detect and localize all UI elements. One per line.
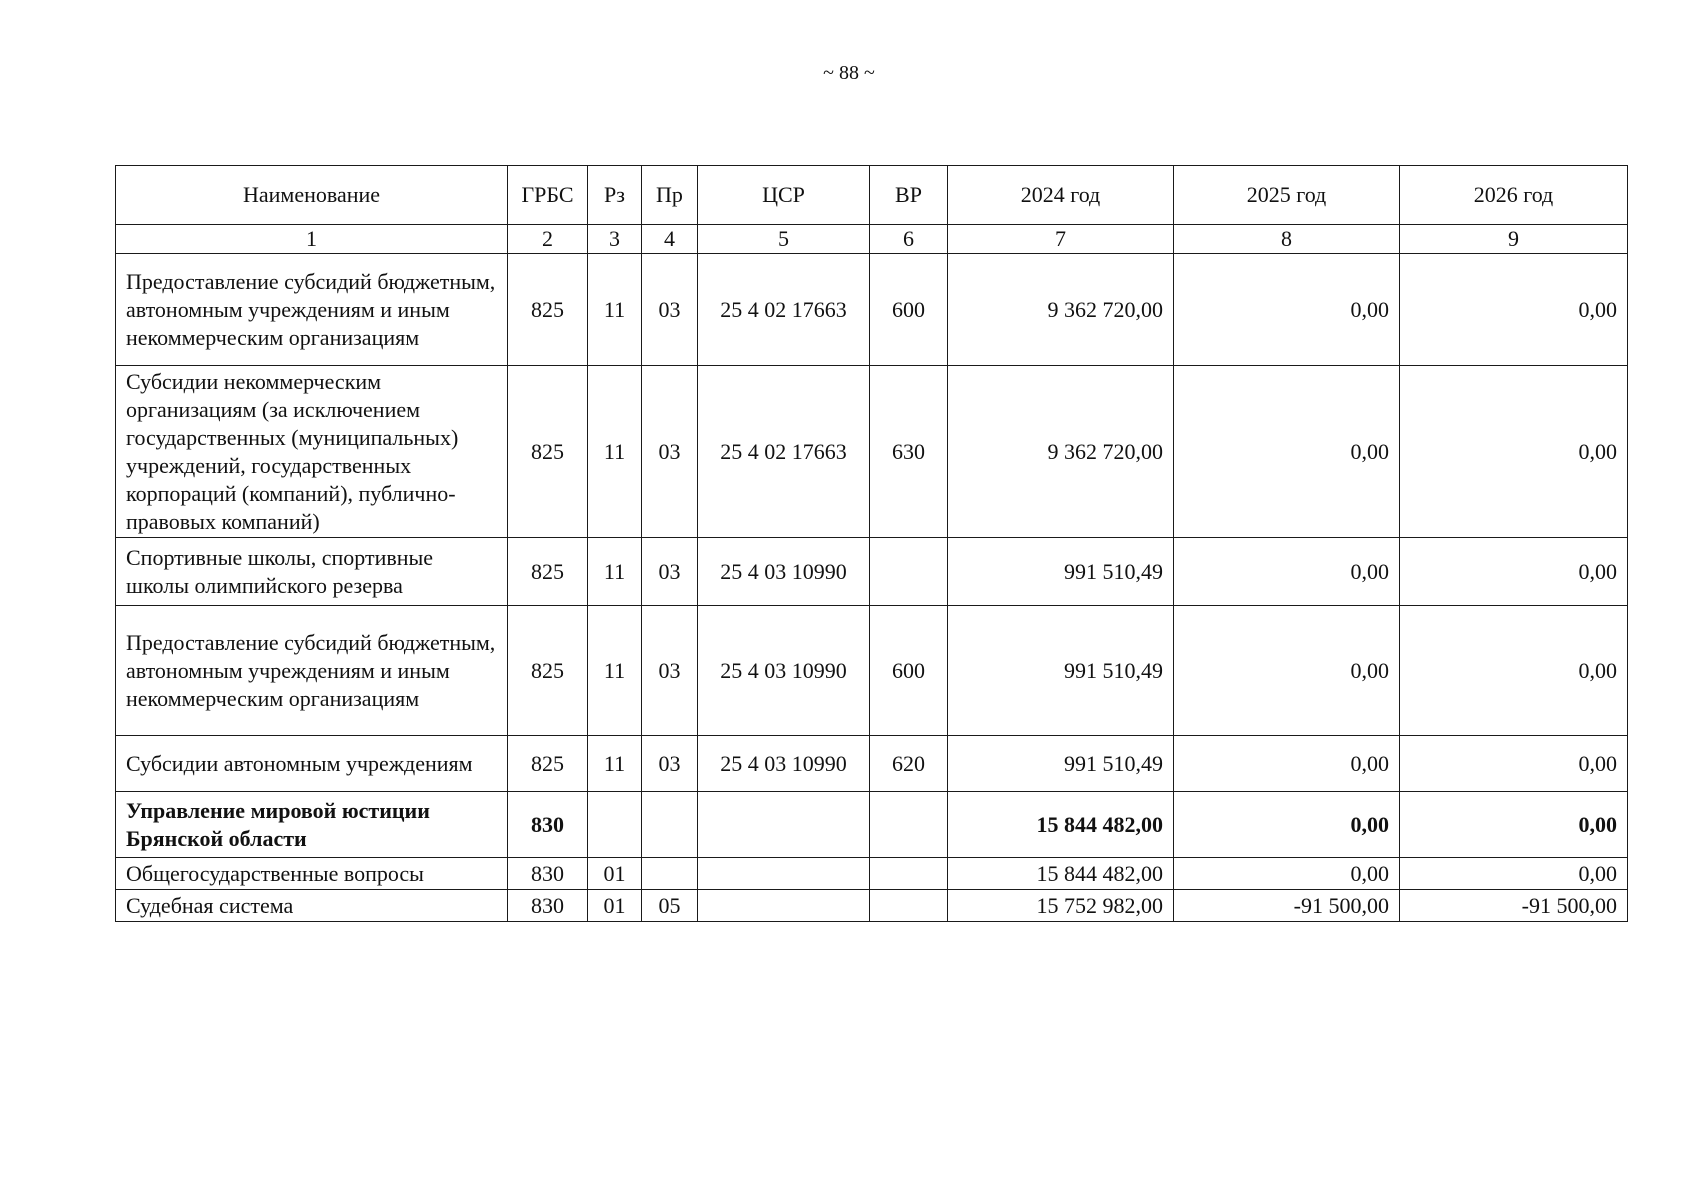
amount-2025-cell: 0,00 xyxy=(1174,366,1400,538)
grbs-cell: 830 xyxy=(508,858,588,890)
grbs-cell: 825 xyxy=(508,254,588,366)
vr-cell: 600 xyxy=(870,606,948,736)
csr-cell: 25 4 03 10990 xyxy=(698,606,870,736)
page-number: ~ 88 ~ xyxy=(823,62,875,84)
budget-table xyxy=(115,165,1628,922)
vr-cell: 600 xyxy=(870,254,948,366)
header-pr: Пр xyxy=(642,166,698,225)
pr-cell: 03 xyxy=(642,736,698,792)
amount-2024-cell: 991 510,49 xyxy=(948,538,1174,606)
column-number: 8 xyxy=(1174,225,1400,254)
amount-2024-cell: 15 844 482,00 xyxy=(948,858,1174,890)
vr-cell xyxy=(870,792,948,858)
amount-2026-cell: 0,00 xyxy=(1400,736,1628,792)
amount-2024-cell: 991 510,49 xyxy=(948,606,1174,736)
row-name-cell: Предоставление субсидий бюджетным, автономным учреждениям и иным некоммерческим организациям xyxy=(116,254,508,366)
table-row xyxy=(116,890,1628,922)
header-2025: 2025 год xyxy=(1174,166,1400,225)
column-number: 3 xyxy=(588,225,642,254)
amount-2024-cell: 991 510,49 xyxy=(948,736,1174,792)
amount-2026-cell: 0,00 xyxy=(1400,606,1628,736)
column-number: 4 xyxy=(642,225,698,254)
table-row xyxy=(116,366,1628,538)
column-number: 5 xyxy=(698,225,870,254)
csr-cell: 25 4 02 17663 xyxy=(698,366,870,538)
grbs-cell: 825 xyxy=(508,538,588,606)
column-number: 2 xyxy=(508,225,588,254)
header-grbs: ГРБС xyxy=(508,166,588,225)
rz-cell: 01 xyxy=(588,890,642,922)
table-row xyxy=(116,254,1628,366)
rz-cell: 11 xyxy=(588,254,642,366)
grbs-cell: 825 xyxy=(508,606,588,736)
amount-2025-cell: 0,00 xyxy=(1174,606,1400,736)
table-row xyxy=(116,736,1628,792)
rz-cell: 11 xyxy=(588,606,642,736)
row-name-cell: Предоставление субсидий бюджетным, автономным учреждениям и иным некоммерческим организациям xyxy=(116,606,508,736)
grbs-cell: 830 xyxy=(508,792,588,858)
amount-2024-cell: 15 844 482,00 xyxy=(948,792,1174,858)
pr-cell: 03 xyxy=(642,254,698,366)
csr-cell: 25 4 03 10990 xyxy=(698,538,870,606)
amount-2025-cell: 0,00 xyxy=(1174,254,1400,366)
header-vr: ВР xyxy=(870,166,948,225)
header-csr: ЦСР xyxy=(698,166,870,225)
grbs-cell: 825 xyxy=(508,736,588,792)
table-row xyxy=(116,538,1628,606)
header-2026: 2026 год xyxy=(1400,166,1628,225)
amount-2026-cell: 0,00 xyxy=(1400,254,1628,366)
column-number: 7 xyxy=(948,225,1174,254)
pr-cell xyxy=(642,858,698,890)
rz-cell xyxy=(588,792,642,858)
csr-cell xyxy=(698,792,870,858)
column-number: 6 xyxy=(870,225,948,254)
amount-2025-cell: 0,00 xyxy=(1174,538,1400,606)
row-name-cell: Судебная система xyxy=(116,890,508,922)
pr-cell: 03 xyxy=(642,366,698,538)
header-rz: Рз xyxy=(588,166,642,225)
csr-cell xyxy=(698,858,870,890)
rz-cell: 11 xyxy=(588,736,642,792)
csr-cell: 25 4 02 17663 xyxy=(698,254,870,366)
amount-2026-cell: 0,00 xyxy=(1400,538,1628,606)
vr-cell: 630 xyxy=(870,366,948,538)
header-name: Наименование xyxy=(116,166,508,225)
table-header-row xyxy=(116,166,1628,225)
vr-cell: 620 xyxy=(870,736,948,792)
table-row xyxy=(116,792,1628,858)
column-number-row xyxy=(116,225,1628,254)
amount-2024-cell: 15 752 982,00 xyxy=(948,890,1174,922)
amount-2026-cell: 0,00 xyxy=(1400,792,1628,858)
vr-cell xyxy=(870,858,948,890)
column-number: 1 xyxy=(116,225,508,254)
amount-2026-cell: 0,00 xyxy=(1400,366,1628,538)
amount-2025-cell: -91 500,00 xyxy=(1174,890,1400,922)
pr-cell: 03 xyxy=(642,538,698,606)
vr-cell xyxy=(870,538,948,606)
row-name-cell: Управление мировой юстиции Брянской области xyxy=(116,792,508,858)
table-row xyxy=(116,858,1628,890)
amount-2025-cell: 0,00 xyxy=(1174,792,1400,858)
amount-2024-cell: 9 362 720,00 xyxy=(948,254,1174,366)
grbs-cell: 830 xyxy=(508,890,588,922)
amount-2025-cell: 0,00 xyxy=(1174,858,1400,890)
amount-2026-cell: 0,00 xyxy=(1400,858,1628,890)
csr-cell xyxy=(698,890,870,922)
rz-cell: 01 xyxy=(588,858,642,890)
csr-cell: 25 4 03 10990 xyxy=(698,736,870,792)
grbs-cell: 825 xyxy=(508,366,588,538)
row-name-cell: Субсидии автономным учреждениям xyxy=(116,736,508,792)
header-2024: 2024 год xyxy=(948,166,1174,225)
column-number: 9 xyxy=(1400,225,1628,254)
table-row xyxy=(116,606,1628,736)
amount-2025-cell: 0,00 xyxy=(1174,736,1400,792)
rz-cell: 11 xyxy=(588,538,642,606)
vr-cell xyxy=(870,890,948,922)
amount-2026-cell: -91 500,00 xyxy=(1400,890,1628,922)
row-name-cell: Общегосударственные вопросы xyxy=(116,858,508,890)
pr-cell: 03 xyxy=(642,606,698,736)
row-name-cell: Субсидии некоммерческим организациям (за исключением государственных (муниципальных) учреждений, государственных корпораций (компаний), публично-правовых компаний) xyxy=(116,366,508,538)
row-name-cell: Спортивные школы, спортивные школы олимпийского резерва xyxy=(116,538,508,606)
pr-cell xyxy=(642,792,698,858)
pr-cell: 05 xyxy=(642,890,698,922)
rz-cell: 11 xyxy=(588,366,642,538)
amount-2024-cell: 9 362 720,00 xyxy=(948,366,1174,538)
